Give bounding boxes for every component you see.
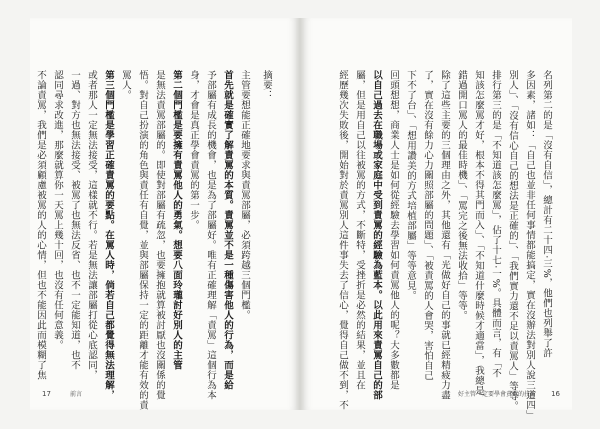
running-head: 好主管一定要學會責罵的技術 bbox=[457, 391, 536, 398]
book-gutter bbox=[296, 18, 304, 410]
bold-text: 首先就是確實了解責罵的本質。責罵並不是一種傷害他人的行為，而是給 bbox=[222, 70, 233, 390]
bold-text: 以自己過去在職場或家庭中受到責罵的經驗為藍本。以此用來責罵自己的部 bbox=[371, 70, 382, 400]
text-column: 別人」、「沒有信心自己的想法是正確的」、「我們實力還不足以責罵人」等等。 bbox=[507, 70, 518, 411]
text-column: 知該怎麼罵才好，根本不得其門而入」、「不知道什麼時候才適當」，我總是 bbox=[473, 70, 484, 396]
text-column: 悟。對自己扮演的角色與責任有自覺，並與部屬保持一定的距離才能有效的責 bbox=[137, 70, 148, 410]
text-column: 除了這些主要的三個理由之外，其他還有「光做好自己的事就已經精疲力盡 bbox=[439, 70, 450, 400]
text-column: 名列第二的是「沒有自信」，總計有二十四·三%，他們也列舉了許 bbox=[541, 70, 552, 359]
text-column: 或者那人一定無法接受，這樣就不行。若是無法讓部屬打從心底認同， bbox=[86, 70, 97, 380]
text-column: 是無法責罵部屬的。即使對部屬有疏忽，也要擁抱就算被討厭也沒關係的覺 bbox=[154, 70, 165, 400]
page-number: 17 bbox=[42, 390, 51, 398]
text-column: 排行第三的是「不知道該怎麼罵」，佔了十七·一%。具體而言，有「不 bbox=[490, 70, 501, 379]
text-column: 下不了台」、「想用讚美的方式培植部屬」等等意見。 bbox=[405, 70, 416, 301]
running-head: 前言 bbox=[70, 391, 83, 398]
text-column: 屬，但是用自己以往被罵的方式，不斷特，受挫折是必然的結果，並且在 bbox=[354, 70, 365, 390]
text-column: 摘要： bbox=[261, 70, 272, 100]
bold-text: 第三個門檻是學習正確責罵的要點。在罵人時，倘若自己都覺得無法理解， bbox=[103, 70, 114, 400]
text-column: 罵人。 bbox=[120, 70, 131, 100]
text-column: 經歷幾次失敗後，開始對於責罵別人這件事失去了信心，覺得自己做不到，不 bbox=[337, 70, 348, 410]
text-column: 了，實在沒有餘力心力關照部屬的問題」、「被責罵的人會哭，害怕自己 bbox=[422, 70, 433, 381]
left-page bbox=[30, 18, 296, 410]
text-column: 回頭想想，商業人士是如何從經驗去學習如何責罵他人的呢？大多數都是 bbox=[388, 70, 399, 390]
text-column: 認同尋求改進，那麼就算你一天罵上幾十回，也沒有任何意義。 bbox=[52, 70, 63, 350]
text-column: 身，才會是真正學會責罵的第一步。 bbox=[188, 70, 199, 230]
text-column bbox=[170, 70, 182, 370]
text-column: 予部屬有成長的機會，也是為了部屬好。唯有正確理解「責罵」這個行為本 bbox=[205, 70, 216, 400]
text-column bbox=[370, 70, 382, 400]
page-number: 16 bbox=[551, 390, 560, 398]
text-column: 一過、對方也無法接受、被罵了也無法反省、也不一定能知道，也不 bbox=[69, 70, 80, 370]
text-column: 不論責罵，我們是必須顧慮被罵的人的心情，但也不能因此而模糊了焦 bbox=[35, 70, 46, 380]
text-column: 主管要想能正確地要求與責罵部屬，必須跨越三個門檻。 bbox=[239, 70, 250, 320]
right-page bbox=[304, 18, 572, 420]
text-column: 錯過開口罵人的最佳時機」、「罵完之後無法收拾」等等。 bbox=[456, 70, 467, 321]
text-column bbox=[102, 70, 114, 400]
text-column: 多因素，諸如：「自己也並非任何事情都能搞定，實在沒辦法對別人說三道四」 bbox=[524, 70, 535, 420]
bold-text: 第二個門檻是要擁有責罵他人的勇氣。想要八面玲瓏討好別人的主管 bbox=[171, 70, 182, 370]
text-column bbox=[221, 70, 233, 390]
